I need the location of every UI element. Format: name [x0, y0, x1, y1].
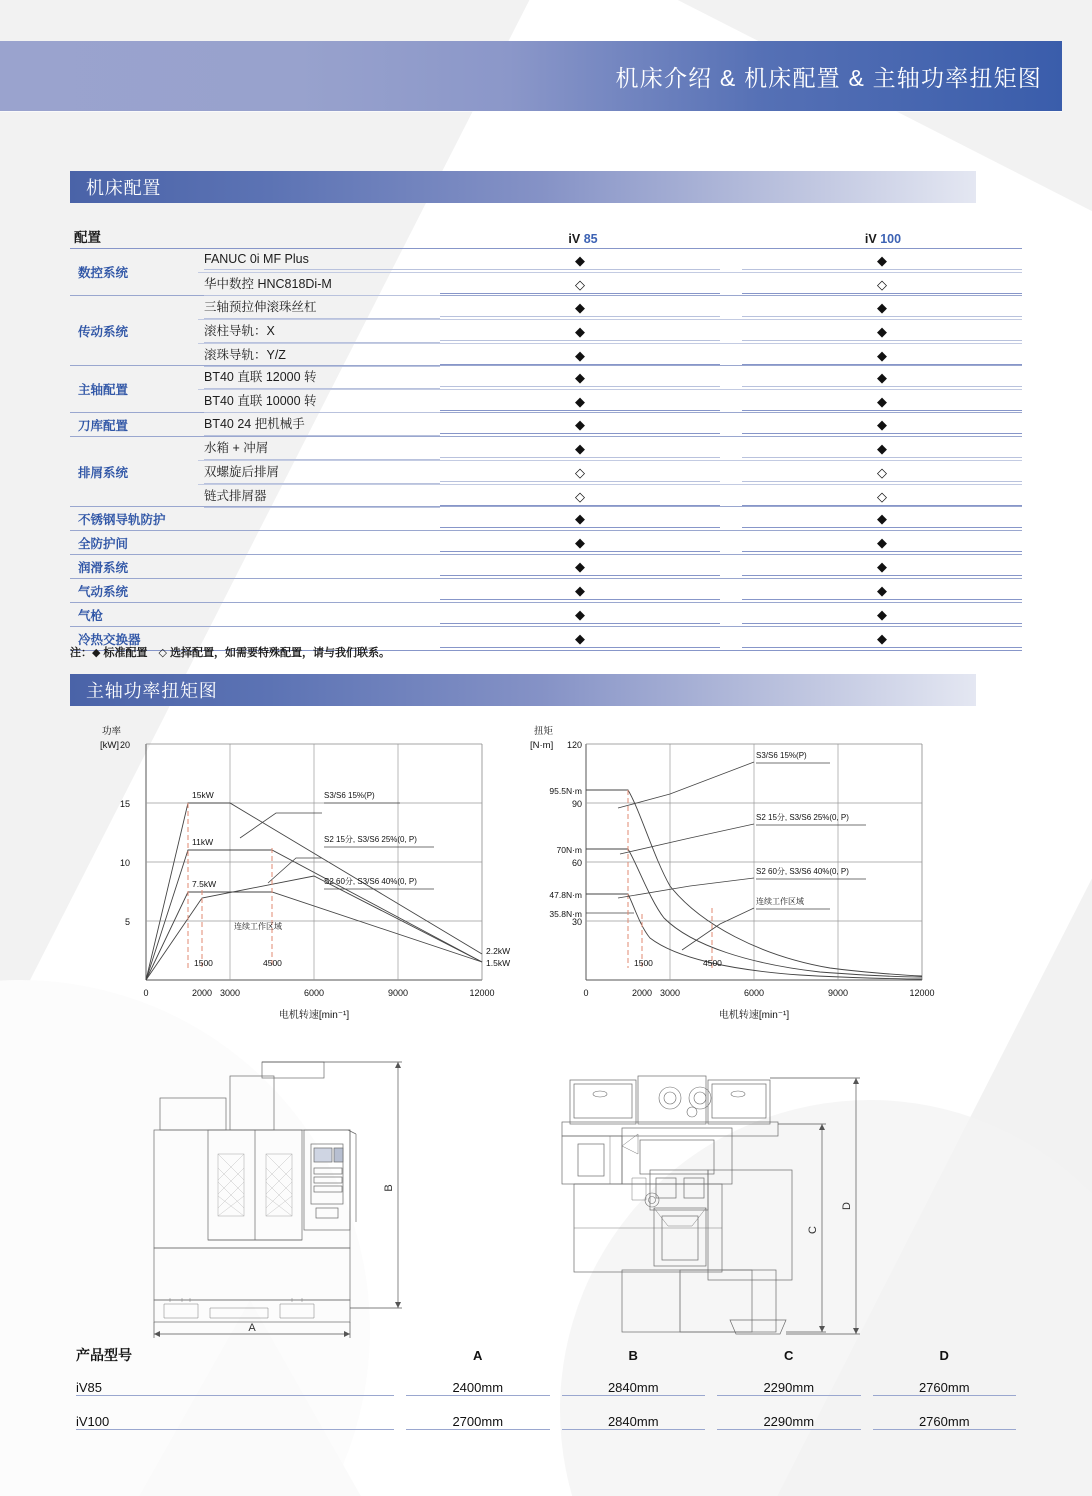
config-group [70, 365, 1022, 412]
dim-column-header-b: B [628, 1347, 638, 1363]
config-mark-iv85: ◆ [440, 511, 720, 527]
table-row [198, 366, 1022, 389]
dim-value-d: 2760mm [867, 1414, 1023, 1429]
table-row [198, 437, 1022, 460]
table-row [70, 1370, 1022, 1404]
power-ytick-15: 15 [119, 799, 130, 809]
chart-spindle-power [100, 718, 540, 1048]
torque-ylabel-unit: [N·m] [530, 740, 554, 751]
table-row [198, 413, 1022, 436]
drawing-front-view [130, 1058, 430, 1348]
config-mark-iv100: ◆ [742, 441, 1022, 457]
config-mark-iv100: ◆ [742, 607, 1022, 623]
config-group [70, 602, 1022, 626]
power-xtick-2000: 2000 [191, 988, 213, 998]
config-mark-iv100: ◇ [742, 277, 1022, 293]
section-title-charts: 主轴功率扭矩图 [86, 681, 218, 701]
torque-ytick-120: 120 [566, 740, 582, 750]
model-prefix-iv100: iV [864, 232, 877, 246]
table-row [198, 603, 1022, 626]
config-mark-iv100: ◆ [742, 631, 1022, 647]
column-header-iv100 [744, 232, 1022, 246]
config-mark-iv100: ◆ [742, 511, 1022, 527]
config-group-label: 排屑系统 [78, 465, 129, 480]
torque-xlabel: 电机转速[min⁻¹] [718, 1010, 790, 1021]
config-item-label: 滚珠导轨：Y/Z [198, 345, 440, 367]
power-label-2.2kw: 2.2kW [486, 946, 511, 956]
power-annot-s2-60: S2 60分, S3/S6 40%(0, P) [324, 877, 417, 886]
torque-annot-s2-15: S2 15分, S3/S6 25%(0, P) [756, 813, 849, 822]
torque-ytick-90: 90 [571, 799, 582, 809]
table-row [198, 389, 1022, 413]
config-mark-iv85: ◆ [440, 417, 720, 433]
config-group-rows [198, 603, 1022, 626]
config-mark-iv100: ◇ [742, 489, 1022, 505]
torque-label-95.5: 95.5N·m [549, 786, 582, 796]
config-mark-iv85: ◆ [440, 300, 720, 316]
config-mark-iv85: ◆ [440, 441, 720, 457]
table-row [198, 296, 1022, 319]
power-xtick-9000: 9000 [387, 988, 409, 998]
config-group [70, 578, 1022, 602]
config-mark-iv100: ◆ [742, 300, 1022, 316]
chart-spindle-torque [530, 718, 970, 1048]
power-marker-1500: 1500 [194, 958, 213, 968]
config-group [70, 530, 1022, 554]
dim-column-header-d: D [939, 1347, 949, 1363]
config-mark-iv100: ◆ [742, 324, 1022, 340]
config-mark-iv85: ◆ [440, 583, 720, 599]
config-item-label: BT40 直联 12000 转 [198, 367, 440, 389]
model-prefix-iv85: iV [568, 232, 581, 246]
config-item-label: 三轴预拉伸滚珠丝杠 [198, 297, 440, 319]
model-number-iv100: 100 [880, 232, 902, 246]
config-group-rows [198, 555, 1022, 578]
torque-label-70: 70N·m [556, 845, 582, 855]
config-mark-iv100: ◆ [742, 535, 1022, 551]
config-group-label: 刀库配置 [78, 418, 129, 433]
dim-model-name: iV100 [70, 1414, 400, 1429]
torque-xtick-12000: 12000 [909, 988, 935, 998]
dim-value-d: 2760mm [867, 1380, 1023, 1395]
dim-column-header-a: A [473, 1347, 483, 1363]
config-group-label: 润滑系统 [78, 560, 129, 575]
config-group-rows [198, 579, 1022, 602]
section-header-configuration [70, 171, 976, 203]
config-mark-iv100: ◆ [742, 583, 1022, 599]
dim-value-a: 2700mm [400, 1414, 556, 1429]
top-view-svg [550, 1058, 880, 1343]
drawing-top-view [550, 1058, 880, 1348]
torque-marker-1500: 1500 [634, 958, 653, 968]
table-row [198, 531, 1022, 554]
power-ylabel-unit: [kW] [100, 740, 119, 751]
page-header-bar [0, 41, 1062, 111]
config-mark-iv85: ◆ [440, 535, 720, 551]
torque-region-label: 连续工作区域 [756, 897, 804, 906]
chart-torque-svg [530, 718, 970, 1048]
configuration-table-body [70, 248, 1022, 651]
dimension-table-body [70, 1370, 1022, 1438]
config-mark-iv85: ◆ [440, 253, 720, 269]
power-ylabel-name: 功率 [102, 726, 122, 737]
dim-value-a: 2400mm [400, 1380, 556, 1395]
torque-label-35.8: 35.8N·m [549, 909, 582, 919]
config-mark-iv100: ◆ [742, 559, 1022, 575]
config-mark-iv100: ◆ [742, 253, 1022, 269]
config-item-label: BT40 24 把机械手 [198, 414, 440, 436]
config-group-label: 不锈钢导轨防护 [78, 512, 166, 527]
dim-value-c: 2290mm [711, 1380, 867, 1395]
table-row [198, 555, 1022, 578]
section-header-charts [70, 674, 976, 706]
power-ytick-20: 20 [119, 740, 130, 750]
power-xtick-6000: 6000 [303, 988, 325, 998]
charts-container [70, 718, 1022, 1048]
power-xtick-0: 0 [143, 988, 149, 998]
power-ytick-10: 10 [119, 858, 130, 868]
section-title-configuration: 机床配置 [86, 178, 162, 198]
torque-ytick-60: 60 [571, 858, 582, 868]
torque-xtick-3000: 3000 [659, 988, 681, 998]
page-title: 机床介绍 & 机床配置 & 主轴功率扭矩图 [615, 64, 1042, 91]
dimension-table-header [70, 1340, 1022, 1370]
table-row [198, 272, 1022, 296]
power-label-15kw: 15kW [192, 790, 214, 800]
table-row [198, 579, 1022, 602]
dim-model-name: iV85 [70, 1380, 400, 1395]
config-mark-iv100: ◆ [742, 394, 1022, 410]
front-view-svg [130, 1058, 430, 1343]
config-group [70, 295, 1022, 365]
config-mark-iv100: ◆ [742, 417, 1022, 433]
config-group [70, 554, 1022, 578]
config-item-label: 滚柱导轨：X [198, 321, 440, 343]
torque-ylabel-name: 扭矩 [534, 726, 554, 737]
configuration-note: 注：◆ 标准配置 ◇ 选择配置，如需要特殊配置，请与我们联系。 [70, 647, 391, 659]
config-group-label: 数控系统 [78, 266, 129, 280]
power-annot-s2-15: S2 15分, S3/S6 25%(0, P) [324, 835, 417, 844]
machine-drawings [70, 1058, 1022, 1343]
config-item-label: 双螺旋后排屑 [198, 462, 440, 484]
front-view-dim-b: B [383, 1184, 395, 1192]
config-group-rows [198, 531, 1022, 554]
table-row [198, 249, 1022, 272]
dim-value-c: 2290mm [711, 1414, 867, 1429]
config-group-rows [198, 507, 1022, 530]
front-view-dim-a: A [248, 1322, 256, 1334]
table-row [198, 343, 1022, 367]
top-view-dim-d: D [841, 1202, 853, 1210]
torque-xtick-2000: 2000 [631, 988, 653, 998]
config-group [70, 506, 1022, 530]
chart-power-svg [100, 718, 540, 1048]
torque-annot-s3s6-15: S3/S6 15%(P) [756, 751, 807, 760]
config-item-label: 华中数控 HNC818Di-M [198, 274, 440, 296]
torque-label-47.8: 47.8N·m [549, 890, 582, 900]
config-mark-iv85: ◆ [440, 370, 720, 386]
config-mark-iv85: ◇ [440, 489, 720, 505]
config-mark-iv85: ◇ [440, 277, 720, 293]
config-group-label: 气枪 [78, 608, 104, 623]
table-row [198, 460, 1022, 484]
config-group-label: 气动系统 [78, 584, 129, 599]
power-label-7.5kw: 7.5kW [192, 879, 217, 889]
config-item-label: 水箱 + 冲屑 [198, 438, 440, 460]
power-marker-4500: 4500 [263, 958, 282, 968]
table-row [198, 319, 1022, 343]
dim-column-header-model: 产品型号 [76, 1347, 132, 1363]
config-mark-iv85: ◆ [440, 324, 720, 340]
config-group-label: 传动系统 [78, 324, 129, 339]
top-view-dim-c: C [807, 1226, 819, 1234]
config-group-label: 主轴配置 [78, 383, 129, 397]
config-mark-iv100: ◆ [742, 348, 1022, 364]
config-mark-iv100: ◆ [742, 370, 1022, 386]
config-group-label: 冷热交换器 [78, 632, 141, 647]
config-item-label: FANUC 0i MF Plus [198, 252, 440, 270]
config-group-label: 全防护间 [78, 536, 129, 551]
config-mark-iv85: ◇ [440, 465, 720, 481]
config-group-rows [198, 249, 1022, 295]
table-row [70, 1404, 1022, 1438]
config-mark-iv85: ◆ [440, 631, 720, 647]
torque-ytick-30: 30 [571, 917, 582, 927]
config-group-rows [198, 437, 1022, 506]
power-xlabel: 电机转速[min⁻¹] [278, 1010, 350, 1021]
config-mark-iv85: ◆ [440, 348, 720, 364]
torque-marker-4500: 4500 [703, 958, 722, 968]
config-item-label: 链式排屑器 [198, 486, 440, 508]
dim-value-b: 2840mm [556, 1380, 712, 1395]
config-item-label: BT40 直联 10000 转 [198, 391, 440, 413]
config-mark-iv85: ◆ [440, 607, 720, 623]
table-row [198, 507, 1022, 530]
torque-xtick-9000: 9000 [827, 988, 849, 998]
torque-xtick-6000: 6000 [743, 988, 765, 998]
model-number-iv85: 85 [583, 232, 598, 246]
config-group-rows [198, 413, 1022, 436]
table-row [198, 484, 1022, 508]
config-group [70, 436, 1022, 506]
power-xtick-3000: 3000 [219, 988, 241, 998]
power-label-11kw: 11kW [192, 837, 214, 847]
torque-xtick-0: 0 [583, 988, 589, 998]
power-label-1.5kw: 1.5kW [486, 958, 511, 968]
power-xtick-12000: 12000 [469, 988, 495, 998]
dimension-table [70, 1340, 1022, 1438]
config-group [70, 412, 1022, 436]
configuration-table-header [70, 222, 1022, 246]
config-group-rows [198, 366, 1022, 412]
power-ytick-5: 5 [124, 917, 130, 927]
config-mark-iv100: ◇ [742, 465, 1022, 481]
configuration-table [70, 222, 1022, 651]
power-region-label: 连续工作区域 [234, 922, 282, 931]
torque-annot-s2-60: S2 60分, S3/S6 40%(0, P) [756, 867, 849, 876]
config-mark-iv85: ◆ [440, 394, 720, 410]
config-group-rows [198, 296, 1022, 365]
dim-column-header-c: C [784, 1347, 794, 1363]
config-mark-iv85: ◆ [440, 559, 720, 575]
config-group [70, 248, 1022, 295]
column-header-config: 配置 [74, 230, 101, 245]
dim-value-b: 2840mm [556, 1414, 712, 1429]
column-header-iv85 [444, 232, 722, 246]
power-annot-s3s6-15: S3/S6 15%(P) [324, 791, 375, 800]
